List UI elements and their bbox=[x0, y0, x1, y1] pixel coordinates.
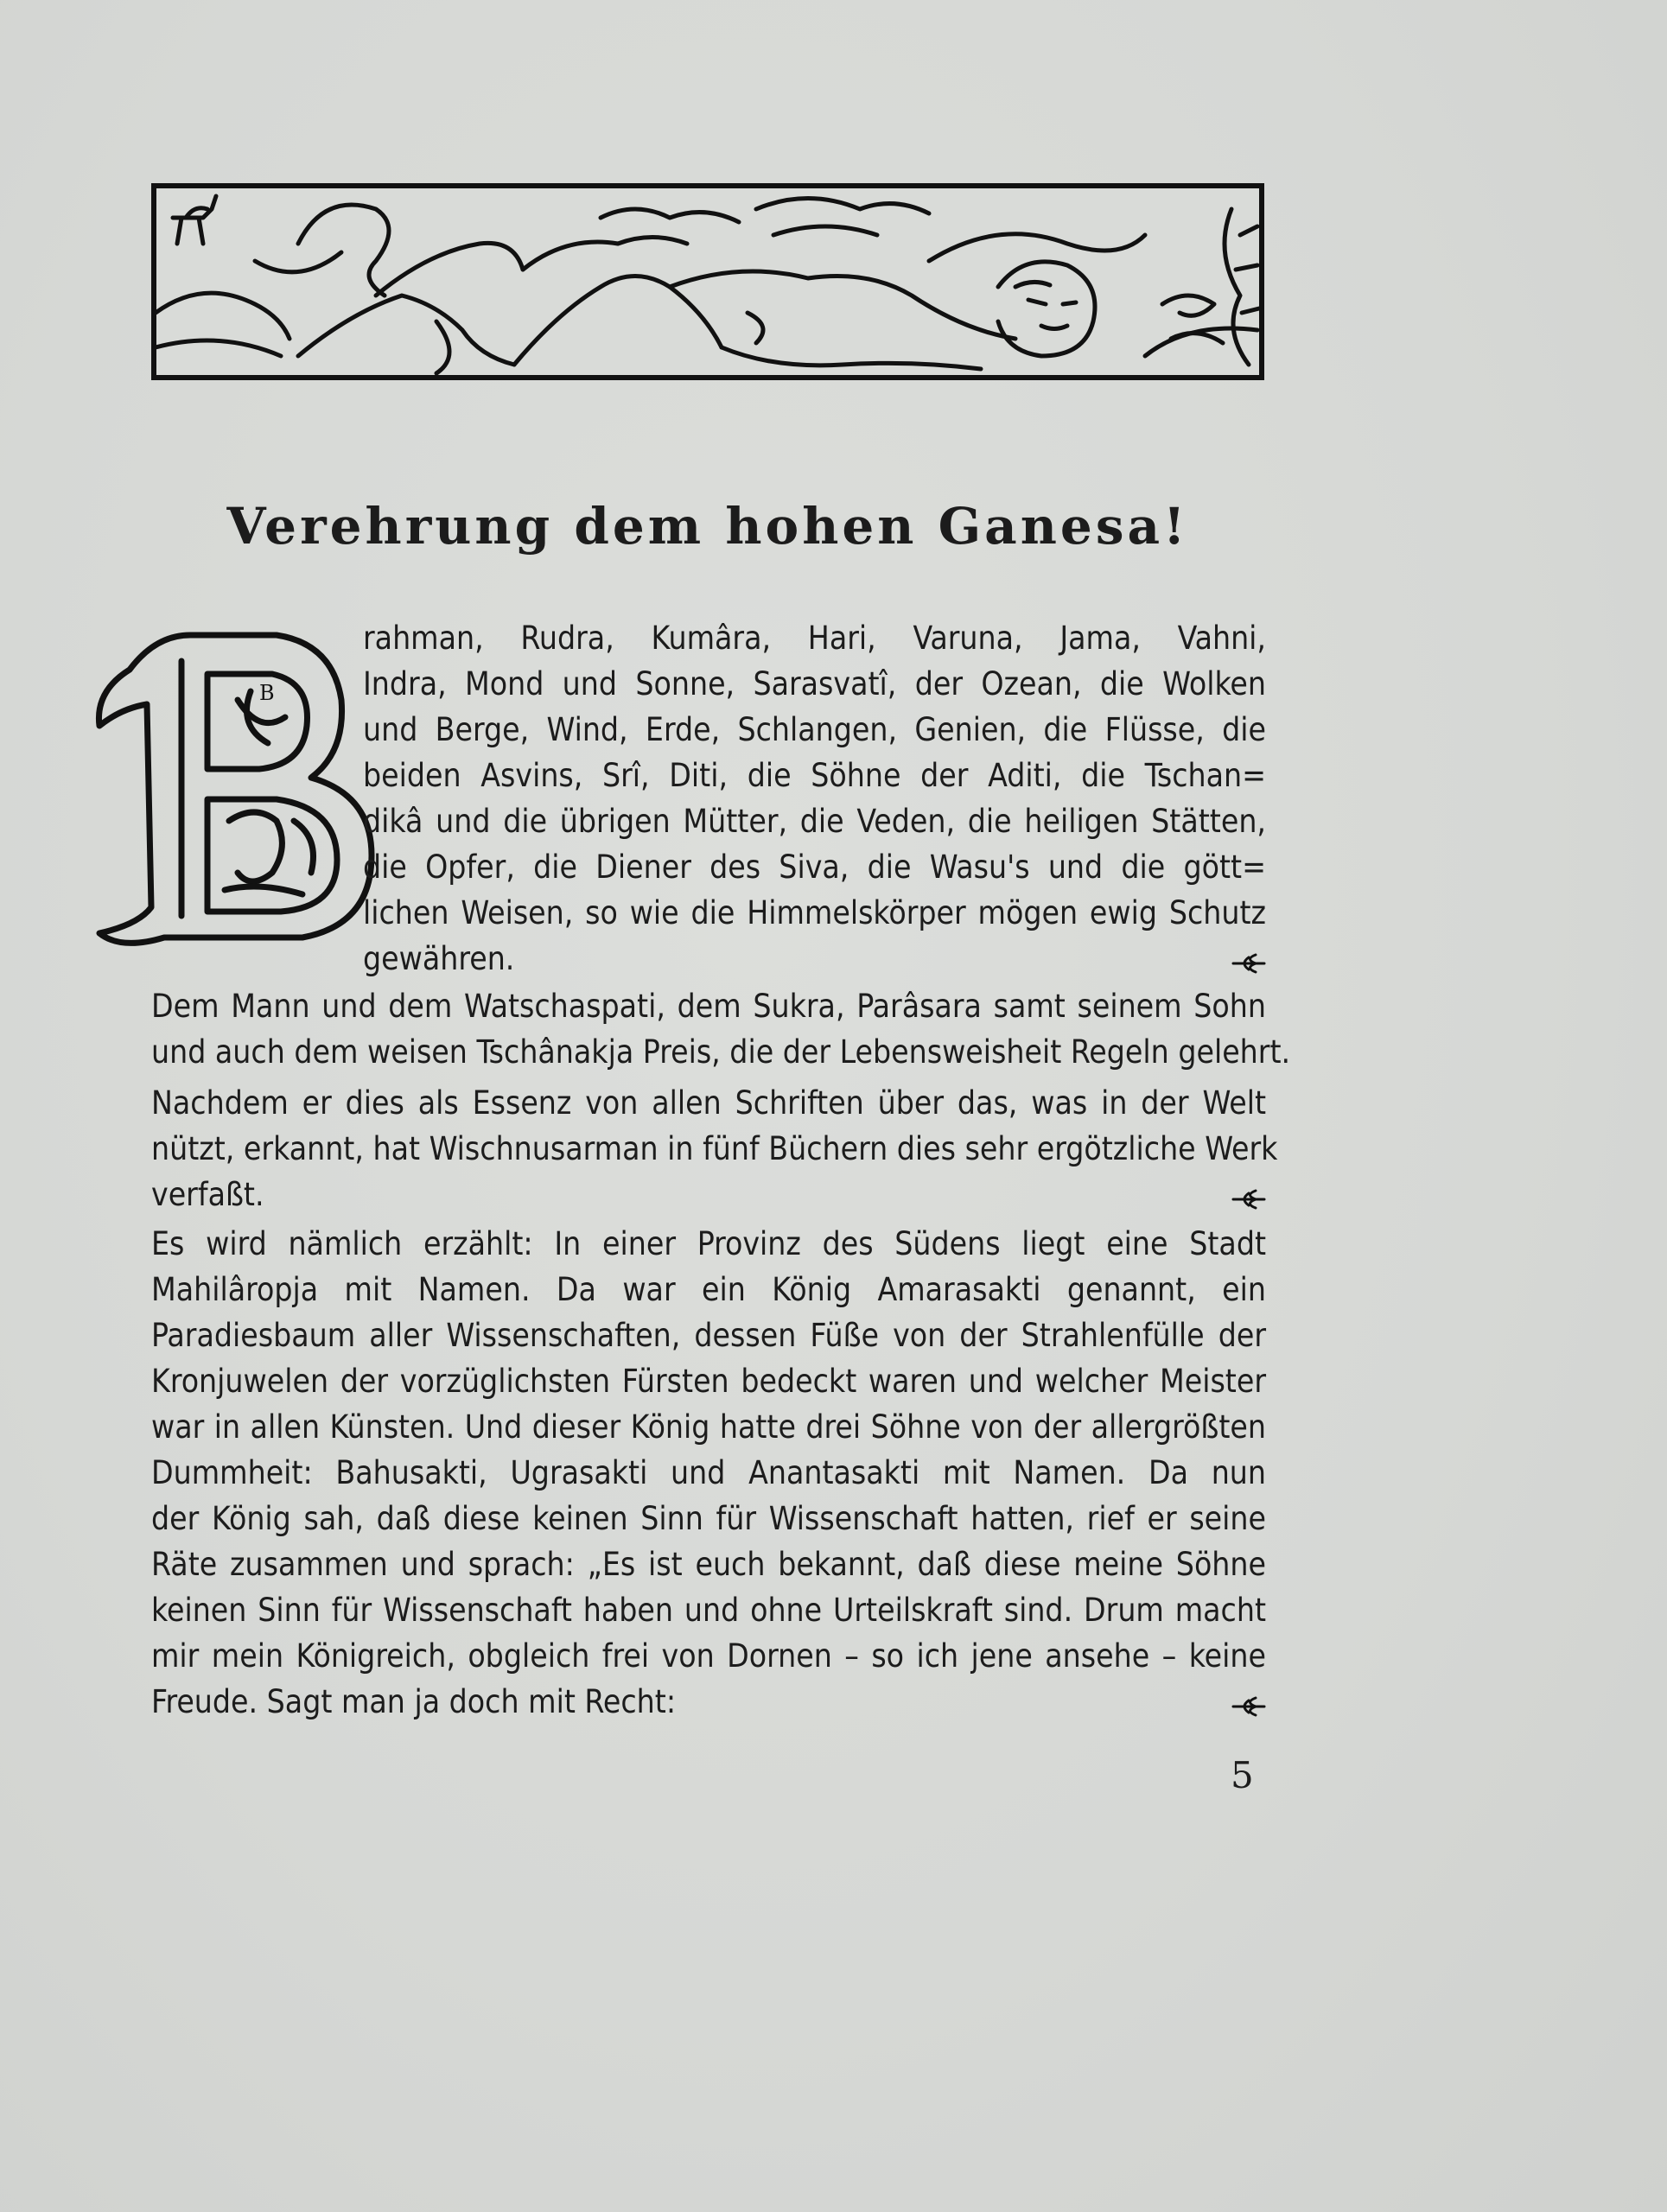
text-line: und auch dem weisen Tschânakja Preis, die der Lebensweisheit Regeln gelehrt. bbox=[151, 1033, 1291, 1071]
chapter-heading: Verehrung dem hohen Ganesa! bbox=[226, 497, 1189, 556]
text-line: Es wird nämlich erzählt: In einer Provinz des Südens liegt eine Stadt bbox=[151, 1225, 1266, 1262]
text-line: und Berge, Wind, Erde, Schlangen, Genien, die Flüsse, die bbox=[363, 711, 1266, 748]
text-line: verfaßt. bbox=[151, 1176, 264, 1213]
illuminated-initial bbox=[86, 596, 376, 959]
drop-cap-letter: B bbox=[259, 681, 275, 705]
text-line: Paradiesbaum aller Wissenschaften, dessen Füße von der Strahlenfülle der bbox=[151, 1317, 1266, 1354]
text-line: der König sah, daß diese keinen Sinn für Wissenschaft hatten, rief er seine bbox=[151, 1500, 1266, 1537]
text-line: Freude. Sagt man ja doch mit Recht: bbox=[151, 1683, 677, 1720]
text-line: mir mein Königreich, obgleich frei von Dornen – so ich jene ansehe – keine bbox=[151, 1637, 1266, 1675]
text-line: nützt, erkannt, hat Wischnusarman in fünf Büchern dies sehr ergötzliche Werk bbox=[151, 1130, 1278, 1167]
text-line: Dummheit: Bahusakti, Ugrasakti und Anantasakti mit Namen. Da nun bbox=[151, 1454, 1266, 1491]
text-line: beiden Asvins, Srî, Diti, die Söhne der Aditi, die Tschan= bbox=[363, 757, 1266, 794]
text-line: Nachdem er dies als Essenz von allen Schriften über das, was in der Welt bbox=[151, 1084, 1266, 1122]
text-line: Kronjuwelen der vorzüglichsten Fürsten bedeckt waren und welcher Meister bbox=[151, 1363, 1266, 1400]
text-line: Räte zusammen und sprach: „Es ist euch bekannt, daß diese meine Söhne bbox=[151, 1546, 1266, 1583]
text-line: dikâ und die übrigen Mütter, die Veden, die heiligen Stätten, bbox=[363, 803, 1266, 840]
text-line: rahman, Rudra, Kumâra, Hari, Varuna, Jama, Vahni, bbox=[363, 620, 1266, 657]
text-line: gewähren. bbox=[363, 940, 515, 977]
text-line: die Opfer, die Diener des Siva, die Wasu's und die gött= bbox=[363, 849, 1266, 886]
text-line: Indra, Mond und Sonne, Sarasvatî, der Ozean, die Wolken bbox=[363, 665, 1266, 702]
paragraph-end-ornament bbox=[1231, 1186, 1266, 1212]
page-number: 5 bbox=[1231, 1754, 1254, 1796]
text-line: keinen Sinn für Wissenschaft haben und ohne Urteilskraft sind. Drum macht bbox=[151, 1592, 1266, 1629]
paragraph-end-ornament bbox=[1231, 1694, 1266, 1719]
woodcut-header-illustration bbox=[151, 183, 1264, 380]
text-line: lichen Weisen, so wie die Himmelskörper mögen ewig Schutz bbox=[363, 894, 1266, 931]
text-line: war in allen Künsten. Und dieser König hatte drei Söhne von der allergrößten bbox=[151, 1408, 1266, 1446]
paragraph-end-ornament bbox=[1231, 950, 1266, 976]
text-line: Mahilâropja mit Namen. Da war ein König Amarasakti genannt, ein bbox=[151, 1271, 1266, 1308]
text-line: Dem Mann und dem Watschaspati, dem Sukra, Parâsara samt seinem Sohn bbox=[151, 988, 1266, 1025]
